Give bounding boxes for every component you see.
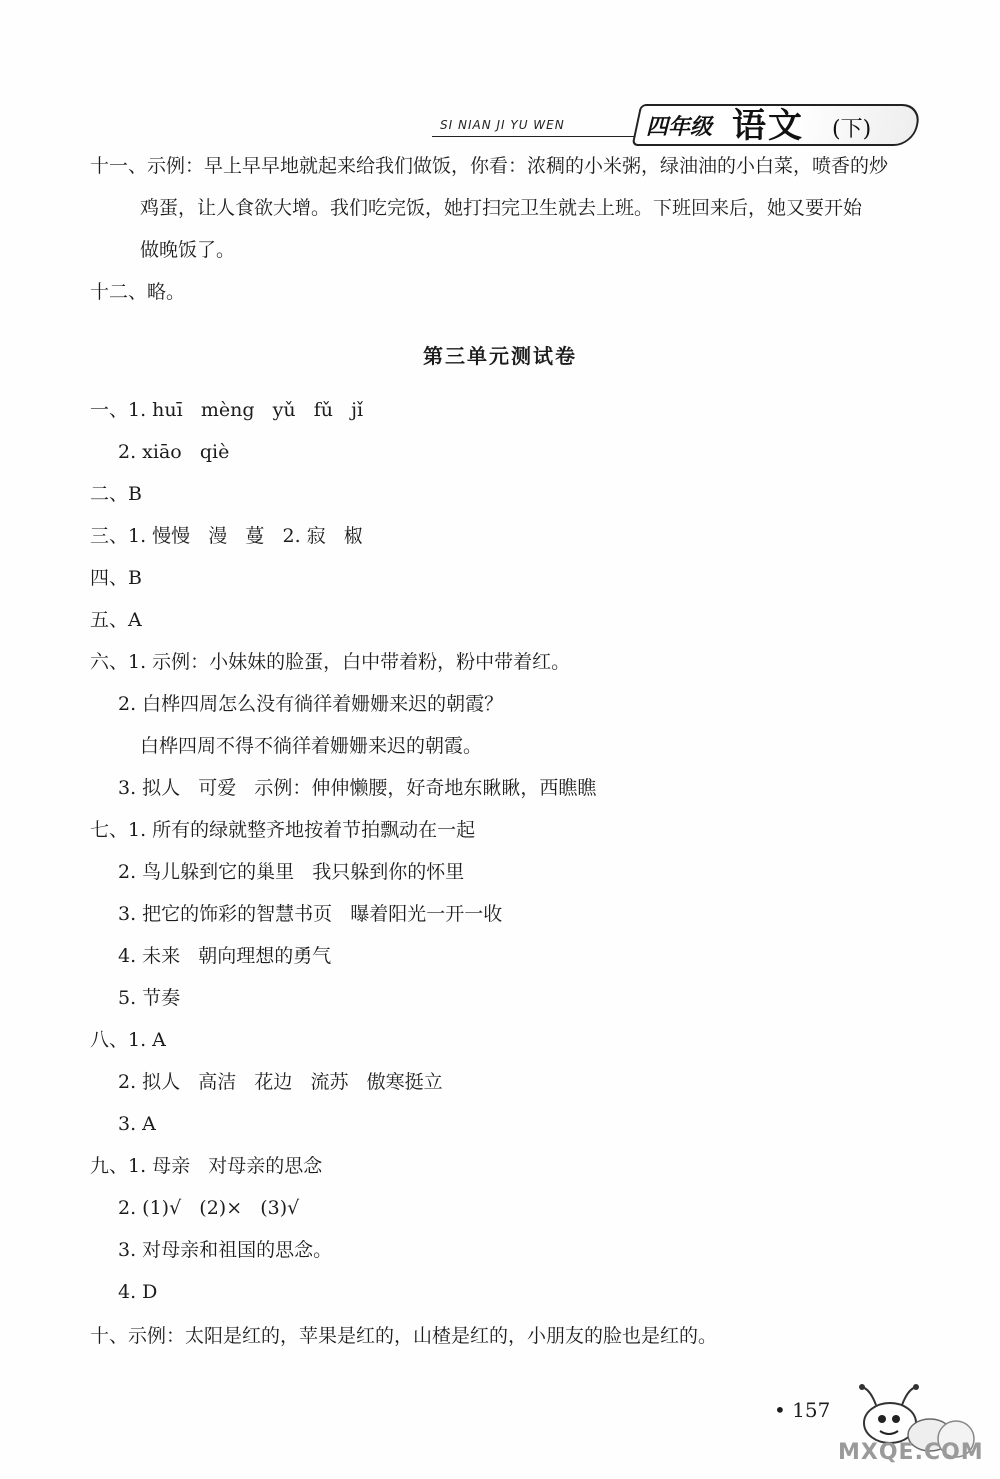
answer-line: 十二、略。 (90, 281, 186, 303)
answer-line: 3. 拟人 可爱 示例：伸伸懒腰，好奇地东瞅瞅，西瞧瞧 (118, 777, 597, 799)
answer-line: 2. xiāo qiè (118, 441, 230, 463)
answer-line: 四、B (90, 567, 142, 589)
answer-line: 三、1. 慢慢 漫 蔓 2. 寂 椒 (90, 525, 363, 547)
answer-line: 2. 拟人 高洁 花边 流苏 傲寒挺立 (118, 1071, 443, 1093)
header-rule (432, 136, 642, 137)
answer-line: 4. D (118, 1281, 158, 1303)
answer-line: 2. 鸟儿躲到它的巢里 我只躲到你的怀里 (118, 861, 465, 883)
answer-line: 十一、示例：早上早早地就起来给我们做饭，你看：浓稠的小米粥，绿油油的小白菜，喷香的炒 (90, 155, 889, 177)
answer-line: 六、1. 示例：小妹妹的脸蛋，白中带着粉，粉中带着红。 (90, 651, 571, 673)
answer-line: 八、1. A (90, 1029, 166, 1051)
answer-line: 2. (1)√ (2)× (3)√ (118, 1197, 300, 1219)
header-subject: 语文 (732, 106, 804, 146)
answer-line: 3. 对母亲和祖国的思念。 (118, 1239, 333, 1261)
answer-line: 一、1. huī mèng yǔ fǔ jǐ (90, 399, 364, 421)
section-title: 第三单元测试卷 (423, 344, 577, 368)
answer-line: 九、1. 母亲 对母亲的思念 (90, 1155, 323, 1177)
answer-line: 4. 未来 朝向理想的勇气 (118, 945, 332, 967)
header-grade: 四年级 (646, 115, 713, 140)
watermark: MXQE.COM (838, 1440, 984, 1465)
answer-line: 2. 白桦四周怎么没有徜徉着姗姗来迟的朝霞？ (118, 693, 504, 715)
answer-line: 五、A (90, 609, 142, 631)
answer-line: 七、1. 所有的绿就整齐地按着节拍飘动在一起 (90, 819, 476, 841)
answer-line: 十、示例：太阳是红的，苹果是红的，山楂是红的，小朋友的脸也是红的。 (90, 1325, 718, 1347)
page-number: • 157 (774, 1398, 831, 1422)
answer-line: 做晚饭了。 (140, 239, 236, 261)
header-volume: (下) (832, 117, 872, 142)
answer-line: 5. 节奏 (118, 987, 181, 1009)
header-pinyin: SI NIAN JI YU WEN (440, 118, 565, 132)
answer-line: 白桦四周不得不徜徉着姗姗来迟的朝霞。 (140, 735, 483, 757)
answer-line: 3. A (118, 1113, 156, 1135)
answer-line: 二、B (90, 483, 142, 505)
answer-line: 鸡蛋，让人食欲大增。我们吃完饭，她打扫完卫生就去上班。下班回来后，她又要开始 (140, 197, 863, 219)
answer-line: 3. 把它的饰彩的智慧书页 曝着阳光一开一收 (118, 903, 503, 925)
